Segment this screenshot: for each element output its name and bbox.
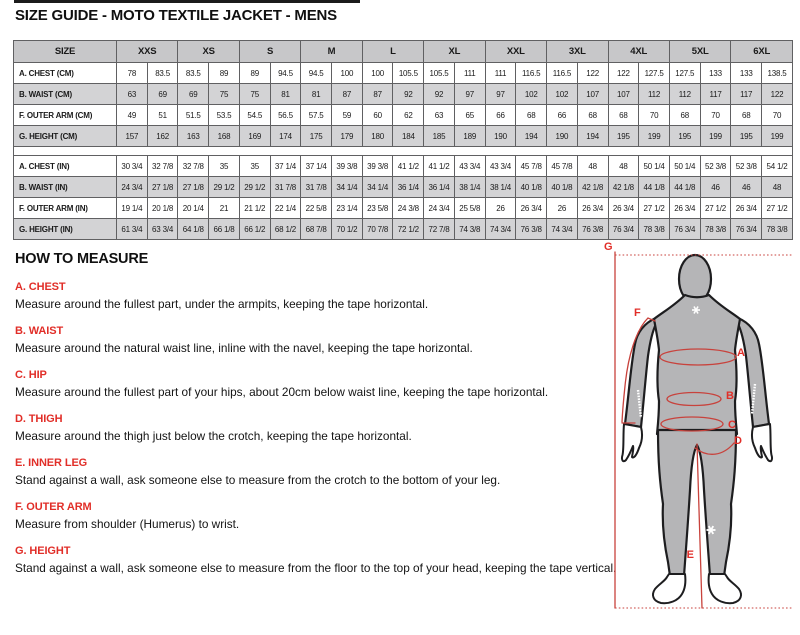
body-diagram <box>598 238 798 630</box>
measurement-cell: 61 3/4 <box>117 219 148 240</box>
row-label: B. WAIST (CM) <box>14 84 117 105</box>
measurement-cell: 199 <box>700 126 731 147</box>
size-column-header: M <box>301 41 362 63</box>
measurement-cell: 57.5 <box>301 105 332 126</box>
measurement-cell: 107 <box>608 84 639 105</box>
size-column-header: L <box>362 41 423 63</box>
measurement-cell: 27 1/2 <box>639 198 670 219</box>
measure-section-text: Measure from shoulder (Humerus) to wrist. <box>15 517 240 531</box>
measurement-row-cm <box>14 63 793 84</box>
measurement-cell: 116.5 <box>547 63 578 84</box>
measurement-row-in <box>14 156 793 177</box>
measurement-cell: 74 3/4 <box>485 219 516 240</box>
measurement-cell: 70 <box>639 105 670 126</box>
size-column-header: XL <box>424 41 485 63</box>
measurement-cell: 199 <box>762 126 793 147</box>
measurement-cell: 36 1/4 <box>424 177 455 198</box>
measurement-cell: 26 3/4 <box>577 198 608 219</box>
measurement-cell: 157 <box>117 126 148 147</box>
measurement-cell: 25 5/8 <box>454 198 485 219</box>
measurement-cell: 76 3/8 <box>577 219 608 240</box>
measurement-cell: 32 7/8 <box>147 156 178 177</box>
measurement-cell: 37 1/4 <box>270 156 301 177</box>
size-column-header: 5XL <box>669 41 730 63</box>
measurement-cell: 29 1/2 <box>239 177 270 198</box>
measurement-cell: 162 <box>147 126 178 147</box>
measurement-cell: 179 <box>332 126 363 147</box>
measurement-cell: 89 <box>239 63 270 84</box>
measurement-cell: 31 7/8 <box>270 177 301 198</box>
table-header-row <box>14 41 793 63</box>
measure-section <box>15 369 600 400</box>
measurement-cell: 81 <box>270 84 301 105</box>
measurement-cell: 66 <box>485 105 516 126</box>
measurement-cell: 199 <box>639 126 670 147</box>
measurement-cell: 63 <box>424 105 455 126</box>
measurement-cell: 20 1/8 <box>147 198 178 219</box>
measurement-cell: 70 <box>762 105 793 126</box>
measurement-cell: 30 3/4 <box>117 156 148 177</box>
measurement-cell: 40 1/8 <box>547 177 578 198</box>
measurement-cell: 184 <box>393 126 424 147</box>
measurement-cell: 45 7/8 <box>516 156 547 177</box>
measurement-cell: 117 <box>700 84 731 105</box>
measurement-cell: 46 <box>700 177 731 198</box>
measure-section-text: Measure around the thigh just below the crotch, keeping the tape horizontal. <box>15 429 412 443</box>
measurement-cell: 39 3/8 <box>362 156 393 177</box>
measurement-cell: 122 <box>762 84 793 105</box>
right-hand <box>752 424 772 461</box>
measurement-cell: 19 1/4 <box>117 198 148 219</box>
measurement-cell: 39 3/8 <box>332 156 363 177</box>
measurement-cell: 68 <box>669 105 700 126</box>
measure-section <box>15 413 600 444</box>
measurement-cell: 122 <box>608 63 639 84</box>
measurement-cell: 48 <box>608 156 639 177</box>
measure-section-text: Measure around the natural waist line, inline with the navel, keeping the tape horizontal. <box>15 341 473 355</box>
measurement-cell: 168 <box>209 126 240 147</box>
measurement-cell: 69 <box>147 84 178 105</box>
page-title-prefix: SIZE GUIDE <box>15 7 102 24</box>
size-chart-table <box>13 40 793 240</box>
measurement-cell: 70 1/2 <box>332 219 363 240</box>
size-corner-header: SIZE <box>14 41 117 63</box>
measurement-cell: 163 <box>178 126 209 147</box>
measure-section <box>15 281 600 312</box>
measurement-cell: 32 7/8 <box>178 156 209 177</box>
measurement-cell: 133 <box>731 63 762 84</box>
measurement-cell: 45 7/8 <box>547 156 578 177</box>
figure-label-inner-leg: E <box>686 549 694 561</box>
measurement-cell: 66 <box>547 105 578 126</box>
measurement-cell: 62 <box>393 105 424 126</box>
measurement-cell: 112 <box>639 84 670 105</box>
row-label: A. CHEST (IN) <box>14 156 117 177</box>
row-label: A. CHEST (CM) <box>14 63 117 84</box>
measure-section-title: A. CHEST <box>15 281 66 293</box>
size-column-header: 3XL <box>547 41 608 63</box>
measurement-cell: 26 3/4 <box>669 198 700 219</box>
measurement-cell: 194 <box>577 126 608 147</box>
size-column-header: 4XL <box>608 41 669 63</box>
measurement-cell: 83.5 <box>147 63 178 84</box>
measurement-cell: 65 <box>454 105 485 126</box>
measurement-cell: 122 <box>577 63 608 84</box>
measurement-cell: 68 <box>731 105 762 126</box>
measurement-cell: 133 <box>700 63 731 84</box>
measurement-cell: 127.5 <box>639 63 670 84</box>
measurement-cell: 50 1/4 <box>639 156 670 177</box>
measurement-cell: 64 1/8 <box>178 219 209 240</box>
measurement-cell: 97 <box>485 84 516 105</box>
measurement-cell: 89 <box>209 63 240 84</box>
figure-label-chest: A <box>737 347 745 359</box>
measure-section-title: G. HEIGHT <box>15 545 71 557</box>
measurement-cell: 42 1/8 <box>577 177 608 198</box>
measurement-cell: 78 <box>117 63 148 84</box>
measurement-cell: 40 1/8 <box>516 177 547 198</box>
measurement-cell: 174 <box>270 126 301 147</box>
measurement-cell: 48 <box>762 177 793 198</box>
measurement-cell: 56.5 <box>270 105 301 126</box>
measurement-cell: 50 1/4 <box>669 156 700 177</box>
measure-section-title: D. THIGH <box>15 413 63 425</box>
measurement-cell: 34 1/4 <box>362 177 393 198</box>
measurement-cell: 34 1/4 <box>332 177 363 198</box>
measurement-cell: 87 <box>362 84 393 105</box>
measurement-cell: 44 1/8 <box>639 177 670 198</box>
measurement-cell: 66 1/2 <box>239 219 270 240</box>
measurement-cell: 194 <box>516 126 547 147</box>
measure-section-text: Stand against a wall, ask someone else to measure from the crotch to the bottom of your leg. <box>15 473 501 487</box>
measurement-cell: 75 <box>209 84 240 105</box>
measurement-row-in <box>14 198 793 219</box>
measurement-cell: 26 3/4 <box>731 198 762 219</box>
measurement-cell: 83.5 <box>178 63 209 84</box>
measurement-cell: 195 <box>731 126 762 147</box>
measurement-cell: 53.5 <box>209 105 240 126</box>
size-column-header: XXS <box>117 41 178 63</box>
measurement-cell: 22 5/8 <box>301 198 332 219</box>
measurement-cell: 74 3/4 <box>547 219 578 240</box>
figure-label-hip: C <box>728 419 736 431</box>
measurement-cell: 26 <box>485 198 516 219</box>
measurement-cell: 23 1/4 <box>332 198 363 219</box>
measurement-cell: 49 <box>117 105 148 126</box>
measurement-cell: 111 <box>485 63 516 84</box>
row-label: G. HEIGHT (CM) <box>14 126 117 147</box>
measurement-cell: 68 1/2 <box>270 219 301 240</box>
measurement-cell: 102 <box>547 84 578 105</box>
body-silhouette <box>622 255 772 603</box>
measurement-cell: 38 1/4 <box>454 177 485 198</box>
measurement-cell: 43 3/4 <box>454 156 485 177</box>
top-divider <box>14 0 360 3</box>
measurement-cell: 190 <box>485 126 516 147</box>
measurement-cell: 69 <box>178 84 209 105</box>
measurement-cell: 27 1/2 <box>700 198 731 219</box>
measure-section-text: Stand against a wall, ask someone else to measure from the floor to the top of your head, keeping the tape vertical. <box>15 561 617 575</box>
row-label: G. HEIGHT (IN) <box>14 219 117 240</box>
measure-section <box>15 501 600 532</box>
measurement-cell: 76 3/4 <box>669 219 700 240</box>
measurement-cell: 24 3/4 <box>117 177 148 198</box>
measurement-cell: 51.5 <box>178 105 209 126</box>
measurement-cell: 51 <box>147 105 178 126</box>
measurement-cell: 22 1/4 <box>270 198 301 219</box>
measurement-cell: 41 1/2 <box>393 156 424 177</box>
measurement-cell: 117 <box>731 84 762 105</box>
measurement-cell: 23 5/8 <box>362 198 393 219</box>
measurement-cell: 68 <box>577 105 608 126</box>
measurement-cell: 27 1/8 <box>147 177 178 198</box>
measurement-cell: 31 7/8 <box>301 177 332 198</box>
measurement-row-cm <box>14 105 793 126</box>
measurement-cell: 68 <box>608 105 639 126</box>
measurement-cell: 54.5 <box>239 105 270 126</box>
measure-section <box>15 325 600 356</box>
measurement-cell: 92 <box>424 84 455 105</box>
measurement-cell: 112 <box>669 84 700 105</box>
measurement-cell: 70 <box>700 105 731 126</box>
measurement-cell: 70 7/8 <box>362 219 393 240</box>
measurement-cell: 107 <box>577 84 608 105</box>
measurement-cell: 111 <box>454 63 485 84</box>
figure-label-thigh: D <box>734 435 742 447</box>
measurement-cell: 175 <box>301 126 332 147</box>
measurement-cell: 81 <box>301 84 332 105</box>
measurement-cell: 185 <box>424 126 455 147</box>
measurement-cell: 52 3/8 <box>700 156 731 177</box>
measurement-cell: 26 3/4 <box>608 198 639 219</box>
measure-section <box>15 545 617 576</box>
measure-section-title: B. WAIST <box>15 325 64 337</box>
measurement-cell: 59 <box>332 105 363 126</box>
figure-label-height: G <box>604 241 613 253</box>
measurement-cell: 105.5 <box>424 63 455 84</box>
measurement-cell: 102 <box>516 84 547 105</box>
figure-label-waist: B <box>726 390 734 402</box>
figure-label-outer-arm: F <box>634 307 641 319</box>
measurement-cell: 26 3/4 <box>516 198 547 219</box>
left-hand <box>622 424 642 461</box>
measurement-cell: 54 1/2 <box>762 156 793 177</box>
measurement-cell: 66 1/8 <box>209 219 240 240</box>
row-label: F. OUTER ARM (CM) <box>14 105 117 126</box>
measurement-row-cm <box>14 84 793 105</box>
page-title-product: - MOTO TEXTILE JACKET - MENS <box>101 7 337 24</box>
measure-section-title: E. INNER LEG <box>15 457 88 469</box>
measurement-cell: 72 7/8 <box>424 219 455 240</box>
measure-section-text: Measure around the fullest part, under the armpits, keeping the tape horizontal. <box>15 297 429 311</box>
measurement-cell: 100 <box>362 63 393 84</box>
measurement-cell: 42 1/8 <box>608 177 639 198</box>
measurement-cell: 43 3/4 <box>485 156 516 177</box>
separator-cell <box>14 147 793 156</box>
measurement-cell: 97 <box>454 84 485 105</box>
measurement-cell: 190 <box>547 126 578 147</box>
measurement-cell: 92 <box>393 84 424 105</box>
measurement-cell: 27 1/8 <box>178 177 209 198</box>
row-label: B. WAIST (IN) <box>14 177 117 198</box>
how-to-measure-heading: HOW TO MEASURE <box>15 251 149 267</box>
measurement-cell: 100 <box>332 63 363 84</box>
measurement-cell: 27 1/2 <box>762 198 793 219</box>
measurement-figure <box>598 238 798 630</box>
left-foot <box>653 574 685 603</box>
measurement-cell: 116.5 <box>516 63 547 84</box>
measure-instructions <box>15 281 617 589</box>
measurement-row-cm <box>14 126 793 147</box>
size-column-header: XS <box>178 41 239 63</box>
measurement-cell: 78 3/8 <box>700 219 731 240</box>
measurement-cell: 44 1/8 <box>669 177 700 198</box>
measurement-cell: 105.5 <box>393 63 424 84</box>
measurement-cell: 195 <box>608 126 639 147</box>
measurement-cell: 37 1/4 <box>301 156 332 177</box>
size-column-header: S <box>239 41 300 63</box>
measurement-cell: 63 3/4 <box>147 219 178 240</box>
measurement-cell: 26 <box>547 198 578 219</box>
measurement-cell: 63 <box>117 84 148 105</box>
measurement-cell: 46 <box>731 177 762 198</box>
measurement-cell: 76 3/8 <box>516 219 547 240</box>
measurement-cell: 78 3/8 <box>762 219 793 240</box>
measure-section <box>15 457 600 488</box>
measurement-cell: 38 1/4 <box>485 177 516 198</box>
measurement-cell: 35 <box>209 156 240 177</box>
measurement-row-in <box>14 219 793 240</box>
measurement-cell: 138.5 <box>762 63 793 84</box>
measurement-cell: 74 3/8 <box>454 219 485 240</box>
measurement-cell: 20 1/4 <box>178 198 209 219</box>
measurement-cell: 52 3/8 <box>731 156 762 177</box>
measurement-cell: 169 <box>239 126 270 147</box>
measurement-cell: 75 <box>239 84 270 105</box>
measurement-cell: 180 <box>362 126 393 147</box>
measurement-cell: 127.5 <box>669 63 700 84</box>
measurement-cell: 72 1/2 <box>393 219 424 240</box>
measurement-cell: 68 7/8 <box>301 219 332 240</box>
measure-line-inner-leg <box>697 444 702 608</box>
measurement-cell: 195 <box>669 126 700 147</box>
measurement-cell: 24 3/4 <box>424 198 455 219</box>
page-title <box>15 7 337 24</box>
measurement-cell: 87 <box>332 84 363 105</box>
measurement-cell: 36 1/4 <box>393 177 424 198</box>
measurement-cell: 60 <box>362 105 393 126</box>
measurement-cell: 94.5 <box>301 63 332 84</box>
row-label: F. OUTER ARM (IN) <box>14 198 117 219</box>
size-column-header: XXL <box>485 41 546 63</box>
size-column-header: 6XL <box>731 41 793 63</box>
measurement-row-in <box>14 177 793 198</box>
measurement-cell: 29 1/2 <box>209 177 240 198</box>
measurement-cell: 76 3/4 <box>608 219 639 240</box>
unit-separator-row <box>14 147 793 156</box>
right-foot <box>709 574 741 603</box>
measurement-cell: 76 3/4 <box>731 219 762 240</box>
measurement-cell: 94.5 <box>270 63 301 84</box>
measurement-cell: 24 3/8 <box>393 198 424 219</box>
measure-section-text: Measure around the fullest part of your hips, about 20cm below waist line, keeping the tape horizontal. <box>15 385 549 399</box>
measurement-cell: 35 <box>239 156 270 177</box>
measure-section-title: C. HIP <box>15 369 47 381</box>
measurement-cell: 189 <box>454 126 485 147</box>
measure-section-title: F. OUTER ARM <box>15 501 92 513</box>
measurement-cell: 21 1/2 <box>239 198 270 219</box>
measurement-cell: 41 1/2 <box>424 156 455 177</box>
measurement-cell: 21 <box>209 198 240 219</box>
measurement-cell: 78 3/8 <box>639 219 670 240</box>
measurement-cell: 48 <box>577 156 608 177</box>
measurement-cell: 68 <box>516 105 547 126</box>
